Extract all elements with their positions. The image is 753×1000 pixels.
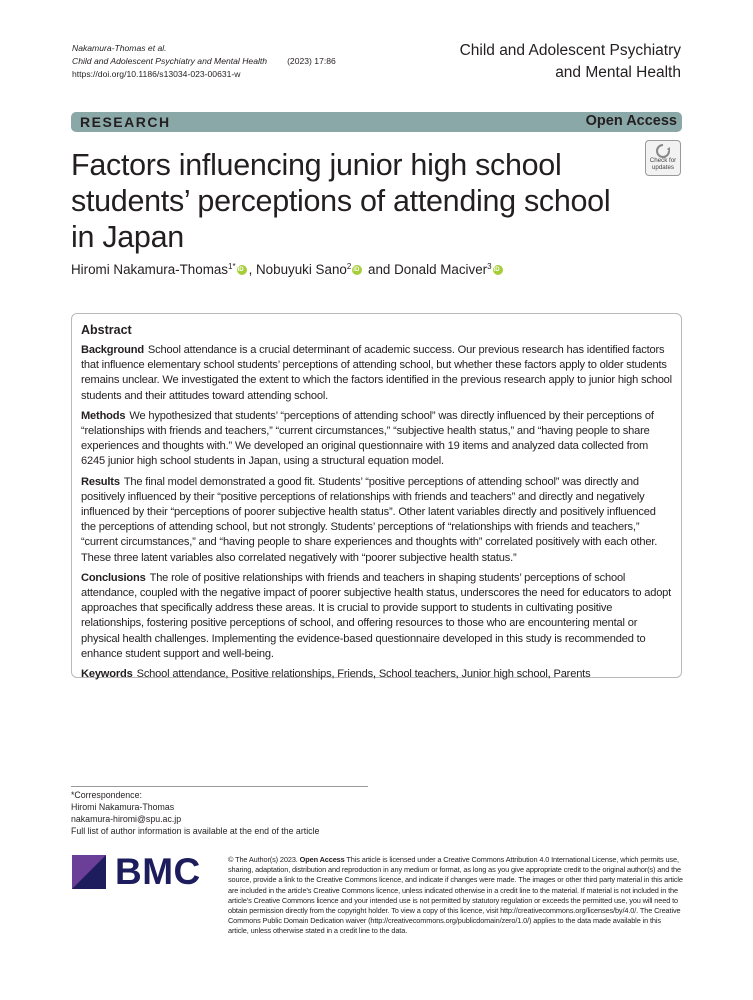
running-journal: Child and Adolescent Psychiatry and Mental Health: [72, 56, 268, 66]
correspondence-note: [71, 789, 319, 837]
license-text: [228, 855, 683, 937]
check-for-updates-badge[interactable]: [645, 140, 681, 176]
bmc-logo-text: BMC: [115, 851, 201, 892]
check-updates-icon: [655, 144, 671, 158]
author-list: [71, 258, 505, 279]
abstract-results: [81, 475, 672, 566]
article-type-banner: [71, 112, 682, 132]
author-affiliation: 2: [346, 262, 352, 271]
section-label: Methods: [81, 409, 126, 422]
copyright-notice: © The Author(s) 2023.: [228, 855, 298, 864]
section-text: We hypothesized that students’ “perceptions of attending school” was directly influenced by their perceptions of “relationships with friends and teachers,” “current circumstances,” “subjective health status,” and “having people to share experiences and thoughts with.” We developed an original questionnaire with 19 items and analyzed data collected from 6245 junior high school students in Japan, using a structural equation model.: [81, 409, 654, 468]
author-name: Nobuyuki Sano: [256, 262, 347, 277]
abstract-conclusions: [81, 571, 672, 662]
correspondence-label: *Correspondence:: [71, 790, 142, 800]
doi-link[interactable]: https://doi.org/10.1186/s13034-023-00631-w: [72, 69, 241, 79]
abstract-heading: Abstract: [81, 323, 132, 337]
abstract-methods: [81, 409, 672, 470]
orcid-icon[interactable]: [493, 265, 503, 275]
author-separator: ,: [248, 262, 257, 277]
abstract-background: [81, 343, 672, 404]
running-header: [72, 42, 336, 81]
section-label: Background: [81, 344, 144, 356]
running-author: Nakamura-Thomas et al.: [72, 43, 167, 53]
section-label: Keywords: [81, 668, 133, 681]
correspondence-email[interactable]: nakamura-hiromi@spu.ac.jp: [71, 814, 182, 824]
section-label: Results: [81, 475, 120, 488]
open-access-label: Open Access: [585, 113, 677, 129]
orcid-icon[interactable]: [237, 265, 247, 275]
abstract-box: [71, 313, 682, 681]
author-name: Hiromi Nakamura-Thomas: [71, 262, 228, 277]
author-name: Donald Maciver: [394, 262, 488, 277]
journal-name: [460, 40, 681, 84]
article-type-label: RESEARCH: [80, 114, 171, 130]
orcid-icon[interactable]: [352, 265, 362, 275]
journal-name-line2: and Mental Health: [555, 64, 681, 81]
running-volume: (2023) 17:86: [287, 56, 336, 66]
correspondence-name: Hiromi Nakamura-Thomas: [71, 802, 175, 812]
author-separator: and: [364, 262, 395, 277]
article-title: Factors influencing junior high school students’ perceptions of attending school in Japan: [71, 148, 611, 254]
bmc-logo-icon: [72, 855, 106, 889]
author-affiliation: 1*: [228, 262, 236, 271]
section-text: School attendance, Positive relationships, Friends, School teachers, Junior high school, Parents: [136, 668, 591, 681]
author-info-note: Full list of author information is available at the end of the article: [71, 826, 320, 836]
section-text: The final model demonstrated a good fit. Students’ “positive perceptions of attending school” was directly and positively influenced by their “positive perceptions of relationships with friends and teachers” and directly and negatively influenced by their “perceptions of poorer subjective health status”. Other latent variables directly and positively influenced the perceptions of attending school, but not strongly. Students’ perceptions of “relationships with friends and teachers,” “current circumstances,” and “having people to share experiences and thoughts with” correlated positively with each other. These three latent variables also correlated negatively with “poorer subjective health status.”: [81, 475, 658, 564]
check-updates-line2: updates: [651, 163, 675, 171]
author-affiliation: 3: [487, 262, 492, 271]
section-text: School attendance is a crucial determinant of academic success. Our previous research has identified factors that influence elementary school students’ perceptions of attending school, but whether these factors apply to older students remains unclear. We investigated the extent to which the factors identified in the previous research apply to junior high school students and their attitudes toward attending school.: [81, 344, 672, 402]
footnote-divider: [71, 786, 368, 787]
check-updates-line1: Check for: [649, 157, 677, 164]
section-text: The role of positive relationships with friends and teachers in shaping students’ perceptions of school attendance, coupled with the negative impact of poorer subjective health status, underscores the need for educators to adopt approaches that specifically address these areas. It is crucial to provide support to students in cultivating positive relationships, fostering positive perceptions of school, and offering resources to those who are encountering mental or physical health challenges. Implementing the evidence-based questionnaire developed in this study is recommended to enhance student support and well-being.: [81, 571, 672, 660]
bmc-logo: [72, 851, 212, 892]
abstract-keywords: [81, 667, 672, 682]
journal-name-line1: Child and Adolescent Psychiatry: [459, 42, 681, 59]
license-body: This article is licensed under a Creative Commons Attribution 4.0 International License, which permits use, sharing, adaptation, distribution and reproduction in any medium or format, as long as you give appropriate credit to the original author(s) and the source, provide a link to the Creative Commons licence, and indicate if changes were made. The images or other third party material in this article are included in the article’s Creative Commons licence, unless indicated otherwise in a credit line to the material. If material is not included in the article’s Creative Commons licence and your intended use is not permitted by statutory regulation or exceeds the permitted use, you will need to obtain permission directly from the copyright holder. To view a copy of this licence, visit http://creativecommons.org/licenses/by/4.0/. The Creative Commons Public Domain Dedication waiver (http://creativecommons.org/publicdomain/zero/1.0/) applies to the data made available in this article, unless otherwise stated in a credit line to the data.: [228, 855, 683, 936]
license-oa-label: Open Access: [299, 855, 345, 864]
section-label: Conclusions: [81, 571, 146, 584]
